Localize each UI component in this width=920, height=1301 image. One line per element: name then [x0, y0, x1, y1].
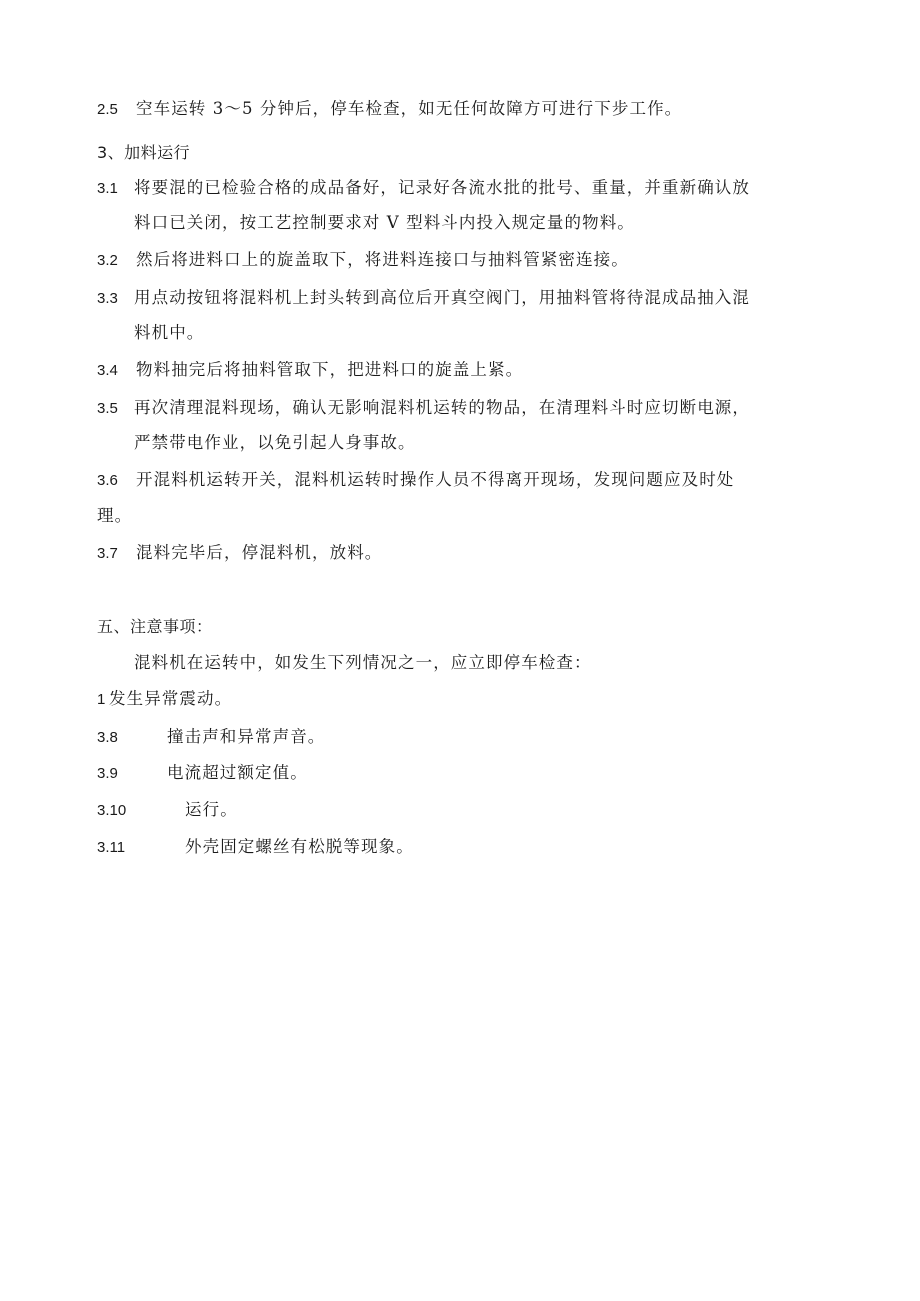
item-text: 空车运转 3～5 分钟后，停车检查，如无任何故障方可进行下步工作。 [136, 99, 683, 118]
section-heading-feeding: 3、加料运行 [97, 143, 191, 162]
item-number: 3.10 [97, 802, 127, 819]
item-3-3 [97, 288, 750, 309]
item-number: 3.4 [97, 362, 118, 379]
item-text: 混料完毕后，停混料机，放料。 [136, 543, 383, 562]
item-3-1-continuation: 料口已关闭，按工艺控制要求对 V 型料斗内投入规定量的物料。 [134, 213, 635, 232]
item-text: 然后将进料口上的旋盖取下，将进料连接口与抽料管紧密连接。 [136, 250, 629, 269]
item-3-5 [97, 398, 750, 419]
item-text: 撞击声和异常声音。 [167, 727, 326, 746]
item-text: 发生异常震动。 [109, 689, 233, 708]
item-3-11 [97, 837, 414, 858]
item-number: 3.7 [97, 545, 118, 562]
item-3-6-continuation: 理。 [97, 506, 133, 525]
item-3-1 [97, 178, 750, 199]
item-number: 2.5 [97, 101, 118, 118]
item-3-6 [97, 470, 734, 491]
item-number: 3.2 [97, 252, 118, 269]
item-3-2 [97, 250, 629, 271]
item-text: 外壳固定螺丝有松脱等现象。 [185, 837, 414, 856]
item-text: 将要混的已检验合格的成品备好，记录好各流水批的批号、重量，并重新确认放 [134, 178, 750, 197]
item-number: 3.5 [97, 400, 118, 417]
item-number: 3.3 [97, 290, 118, 307]
item-text: 物料抽完后将抽料管取下，把进料口的旋盖上紧。 [136, 360, 524, 379]
item-3-7 [97, 543, 382, 564]
item-3-5-continuation: 严禁带电作业，以免引起人身事故。 [134, 433, 416, 452]
item-3-4 [97, 360, 523, 381]
item-3-9 [97, 763, 308, 784]
item-number: 3.6 [97, 472, 118, 489]
item-text: 用点动按钮将混料机上封头转到高位后开真空阀门，用抽料管将待混成品抽入混 [134, 288, 750, 307]
item-1 [97, 689, 232, 710]
item-text: 开混料机运转开关，混料机运转时操作人员不得离开现场，发现问题应及时处 [136, 470, 735, 489]
item-number: 3.1 [97, 180, 118, 197]
item-text: 电流超过额定值。 [167, 763, 308, 782]
item-number: 3.8 [97, 729, 118, 746]
item-3-3-continuation: 料机中。 [134, 323, 205, 342]
item-3-8 [97, 727, 325, 748]
item-2-5 [97, 99, 682, 120]
precautions-intro: 混料机在运转中，如发生下列情况之一，应立即停车检查： [134, 653, 592, 672]
item-number: 1 [97, 691, 106, 708]
item-text: 运行。 [185, 800, 238, 819]
item-3-10 [97, 800, 238, 821]
item-number: 3.11 [97, 839, 126, 856]
item-number: 3.9 [97, 765, 118, 782]
item-text: 再次清理混料现场，确认无影响混料机运转的物品，在清理料斗时应切断电源， [134, 398, 750, 417]
section-heading-precautions: 五、注意事项： [97, 617, 213, 636]
